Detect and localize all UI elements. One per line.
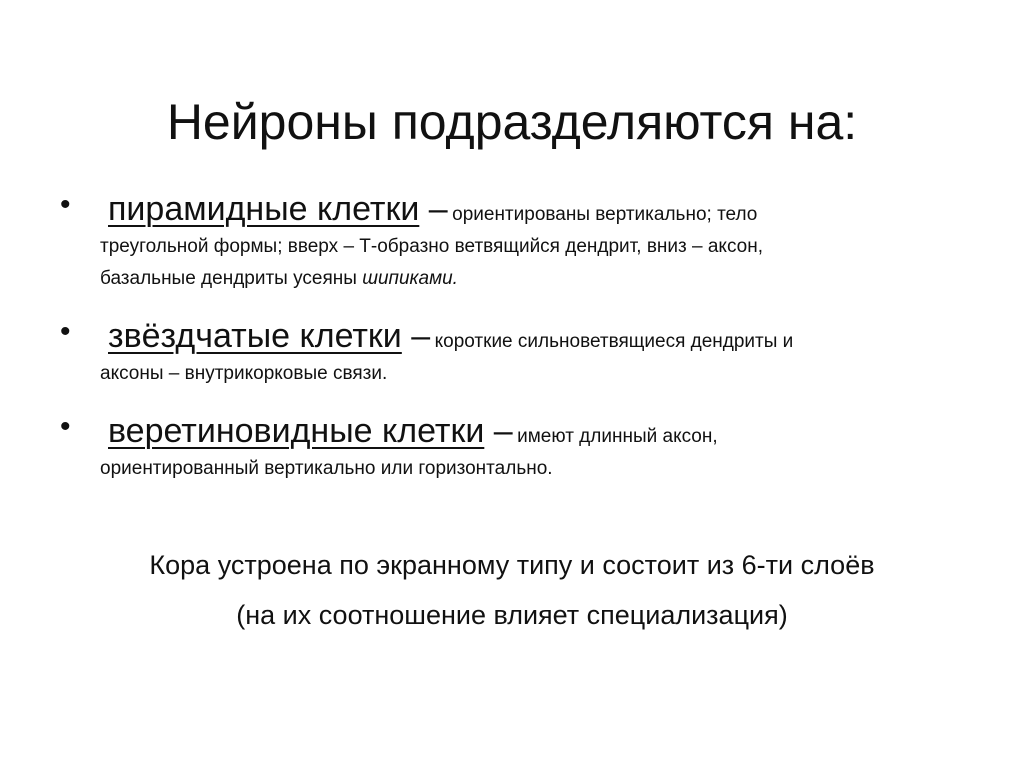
bullet-term: звёздчатые клетки [108,317,402,355]
bullet-description-line-text: базальные дендриты усеяны [100,268,363,289]
summary-text [0,540,1024,640]
bullet-item-pyramidal [60,188,960,295]
summary-line: Кора устроена по экранному типу и состоит из 6-ти слоёв [149,550,875,580]
bullet-dash: – [484,412,513,450]
bullet-term: веретиновидные клетки [108,412,485,450]
bullet-marker-icon: • [60,188,71,221]
bullet-dash: – [419,190,448,228]
bullet-description-line: треугольной формы; вверх – Т-образно ветвящийся дендрит, вниз – аксон, [100,236,763,257]
bullet-term: пирамидные клетки [108,190,420,228]
bullet-description-emphasis: шипиками. [362,268,458,289]
bullet-description-line-last [100,263,960,295]
bullet-description-first: короткие сильноветвящиеся дендриты и [434,331,794,352]
bullet-description-first: ориентированы вертикально; тело [452,204,758,225]
bullet-description-line: аксоны – внутрикорковые связи. [100,363,388,384]
bullet-list [60,188,960,505]
bullet-description-first: имеют длинный аксон, [517,426,718,447]
bullet-dash: – [401,317,431,355]
bullet-marker-icon: • [60,315,71,348]
bullet-marker-icon: • [60,410,71,443]
bullet-item-fusiform [60,410,960,485]
slide-title: Нейроны подразделяются на: [166,93,858,150]
bullet-item-stellate [60,315,960,390]
summary-line-note: (на их соотношение влияет специализация) [236,600,788,630]
bullet-description-line: ориентированный вертикально или горизонтально. [100,458,553,479]
